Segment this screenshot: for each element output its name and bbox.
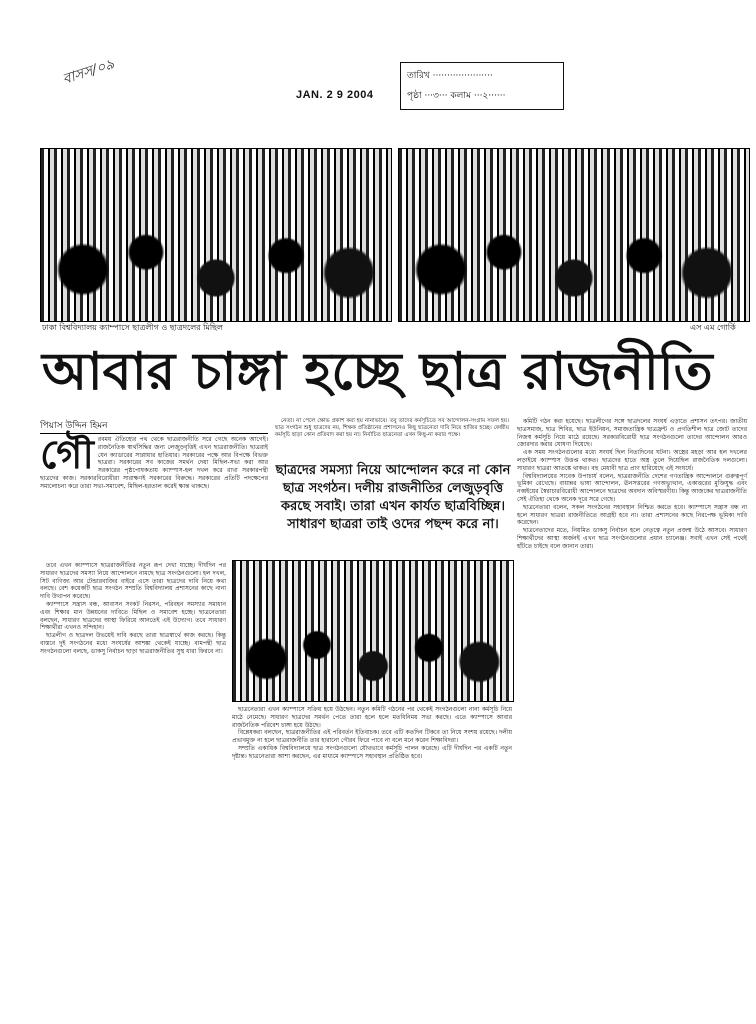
- paragraph: ছাত্রনেতারা বলেন, সকল সংগঠনের সহাবস্থান নিশ্চিত করতে হবে। ক্যাম্পাসে সন্ত্রাস বন্ধ না হলে সাধারণ ছাত্ররা রাজনীতিতে আগ্রহী হবে না। তারা প্রশাসনের কাছে নিরপেক্ষ ভূমিকা দাবি করেছেন।: [517, 503, 747, 527]
- headline: আবার চাঙ্গা হচ্ছে ছাত্র রাজনীতি: [42, 342, 713, 402]
- stamp-date-label: তারিখ: [407, 71, 430, 81]
- stamp-column-label: কলাম: [450, 91, 471, 101]
- article-column-2-bottom: [232, 706, 512, 761]
- clipping-date-stamp: JAN. 2 9 2004: [296, 89, 374, 101]
- stamp-page-label: পৃষ্ঠা: [407, 91, 422, 101]
- photo-caption: ঢাকা বিশ্ববিদ্যালয় ক্যাম্পাসে ছাত্রলীগ ও ছাত্রদলের মিছিল: [42, 323, 223, 332]
- photo-student-procession-right: [398, 148, 750, 322]
- article-column-1: [40, 562, 226, 656]
- handwritten-note: বাসস/০৯: [60, 56, 117, 88]
- photo-student-procession-left: [40, 148, 392, 322]
- paragraph: ছাত্রনেতারা এখন ক্যাম্পাসে সক্রিয় হয়ে উঠছেন। নতুন কমিটি গঠনের পর থেকেই সংগঠনগুলো নানা কর্মসূচি নিয়ে মাঠে নেমেছে। সাধারণ ছাত্রদের সমর্থন পেতে তারা হলে হলে মতবিনিময় সভা করছে। এতে ক্যাম্পাসে আবার রাজনৈতিক পরিবেশ চাঙ্গা হয়ে উঠছে।: [232, 706, 512, 729]
- paragraph: নেতা। না পেলে ক্ষোভ প্রকাশ করা হয় নানাভাবে। তবু তাদের কর্মসূচিতে সব আন্দোলন-সংগ্রাম সফল হয়। ছাত্র সংগঠন শুধু ছাত্রদের নয়, শিক্ষক প্রতিষ্ঠানের প্রশাসনেও কিছু ছাত্রনেতা দাবি নিয়ে হাজির হচ্ছে। কেন্দ্রীয় কর্মসূচি ছাড়া কোন প্রতিবাদ করা হয় না। নির্বাচিত ছাত্রনেতা এখন কিছু-না করার পক্ষে।: [275, 418, 509, 438]
- paragraph: বিশ্ববিদ্যালয়ের সাবেক উপাচার্য বলেন, ছাত্ররাজনীতি দেশের গণতান্ত্রিক আন্দোলনে গুরুত্বপূর্ণ ভূমিকা রেখেছে। বায়ান্নর ভাষা আন্দোলন, ঊনসত্তরের গণঅভ্যুত্থান, একাত্তরের মুক্তিযুদ্ধ এবং নব্বইয়ের স্বৈরাচারবিরোধী আন্দোলনে ছাত্রদের অবদান অবিস্মরণীয়। কিন্তু আজকের ছাত্ররাজনীতি সেই ঐতিহ্য থেকে অনেক দূরে সরে গেছে।: [517, 472, 747, 503]
- paragraph: ছাত্রনেতাদের মতে, নিয়মিত ডাকসু নির্বাচন হলে নেতৃত্বে নতুন প্রজন্ম উঠে আসবে। সাধারণ শিক্ষার্থীদের আস্থা অর্জনই এখন ছাত্র সংগঠনগুলোর প্রধান চ্যালেঞ্জ। সবাই এখন সেই পথেই হাঁটতে চাইছে বলে জানান তারা।: [517, 527, 747, 550]
- paragraph: কমিটি গঠন করা হয়েছে। ছাত্রলীগের সঙ্গে ছাত্রদলের সংঘর্ষ এড়াতে প্রশাসন তৎপর। জাতীয় ছাত্রসমাজ, ছাত্র শিবির, ছাত্র ইউনিয়ন, সমাজতান্ত্রিক ছাত্রফ্রন্ট ও প্রগতিশীল ছাত্র জোট তাদের নিজস্ব কর্মসূচি নিয়ে মাঠে রয়েছে। সরকারবিরোধী ছাত্র সংগঠনগুলো তাদের আন্দোলন আরও জোরদার করার ঘোষণা দিয়েছে।: [517, 418, 747, 449]
- paragraph: এক সময় সংগঠনগুলোর মধ্যে সংঘর্ষ ছিল নিত্যদিনের ঘটনা। অস্ত্রের মহড়া আর হল দখলের লড়াইয়ে ক্যাম্পাস উত্তপ্ত থাকত। ছাত্রদের হাতে অস্ত্র তুলে দিয়েছিল রাজনৈতিক দলগুলো। সাধারণ ছাত্ররা আতঙ্কে থাকত। বহু মেধাবী ছাত্র প্রাণ হারিয়েছে এই সংঘর্ষে।: [517, 449, 747, 472]
- lead-text: রবময় ঐতিহ্যের পথ থেকে ছাত্ররাজনীতি সরে গেছে অনেক আগেই। রাজনৈতিক স্বার্থসিদ্ধির জন্য লেজুড়বৃত্তিই এখন ছাত্ররাজনীতি। ছাত্ররাই যেন ক্যাডারের সাপ্লায়ার হাতিয়ার। সরকারের পক্ষে আর বিপক্ষে বিভক্ত ছাত্ররা। সরকারের সব কাজের সমর্থন দেয়া মিছিল-সভা করা আর সরকারের পৃষ্ঠপোষকতায় ক্যাম্পাস-হল দখল করে রাখা সরকারপন্থী ছাত্রদের কাজ। সরকারবিরোধীরা সারাক্ষণই সরকারের বিরুদ্ধে। সরকারের প্রতিটি পদক্ষেপের সমালোচনা করে তারা সভা-সমাবেশ, মিছিল-হরতাল করেই ক্ষান্ত থাকছে।: [40, 436, 268, 490]
- paragraph: ক্যাম্পাসে সন্ত্রাস বন্ধ, আবাসন সংকট নিরসন, পরিবহন সমস্যার সমাধান এবং শিক্ষার মান উন্নয়নের দাবিতে মিছিল ও সমাবেশ হচ্ছে। ছাত্রনেতারা বলছেন, সাধারণ ছাত্রদের আস্থা ফিরিয়ে আনতেই এই উদ্যোগ। তবে সাধারণ শিক্ষার্থীরা এখনও সন্দিহান।: [40, 600, 226, 632]
- article-lead: [40, 432, 268, 491]
- photo-credit: এস এম গোর্কি: [690, 323, 736, 332]
- drop-cap: গৌ: [40, 432, 94, 478]
- paragraph: ছাত্রলীগ ও ছাত্রদল উভয়েই দাবি করছে তারা ছাত্রস্বার্থে কাজ করছে। কিন্তু বাস্তবে দুই সংগঠনের মধ্যে সংঘর্ষের আশঙ্কা থেকেই যাচ্ছে। বামপন্থী ছাত্র সংগঠনগুলো বলছে, ডাকসু নির্বাচন ছাড়া ছাত্ররাজনীতির সুস্থ ধারা ফিরবে না।: [40, 632, 226, 655]
- paragraph: বিশ্লেষকরা বলছেন, ছাত্ররাজনীতির এই পরিবর্তন ইতিবাচক। তবে এটি কতদিন টিকবে তা নিয়ে সংশয় রয়েছে। দলীয় প্রভাবমুক্ত না হলে ছাত্ররাজনীতি তার হারানো গৌরব ফিরে পাবে না বলে মনে করেন শিক্ষাবিদরা।: [232, 729, 512, 745]
- byline: পিয়াস উদ্দিন হিমন: [40, 418, 268, 434]
- paragraph: সম্প্রতি একাধিক বিশ্ববিদ্যালয়ে ছাত্র সংগঠনগুলো যৌথভাবে কর্মসূচি পালন করেছে। এটি দীর্ঘদিন পর একটি নতুন দৃষ্টান্ত। ছাত্রনেতারা আশা করছেন, এর মাধ্যমে ক্যাম্পাসে সহাবস্থান প্রতিষ্ঠিত হবে।: [232, 744, 512, 760]
- article-column-3: [517, 418, 747, 551]
- pull-quote: ছাত্রদের সমস্যা নিয়ে আন্দোলন করে না কোন ছাত্র সংগঠন। দলীয় রাজনীতির লেজুড়বৃত্তি করছে সবাই। তারা এখন কার্যত ছাত্রবিচ্ছিন্ন। সাধারণ ছাত্ররা তাই ওদের পছন্দ করে না।: [275, 463, 511, 532]
- stamp-column-value: ২: [482, 91, 489, 101]
- clipping-reference-stamp: তারিখ ····················· পৃষ্ঠা ···৩··· কলাম ···২······: [400, 62, 564, 110]
- paragraph: তবে এখন ক্যাম্পাসে ছাত্ররাজনীতির নতুন রূপ দেখা যাচ্ছে। দীর্ঘদিন পর সাধারণ ছাত্রদের সমস্যা নিয়ে আন্দোলনে নামছে ছাত্র সংগঠনগুলো। হল দখল, সিট বাণিজ্য আর টেন্ডারবাজির বাইরে এসে তারা ছাত্রদের দাবি নিয়ে কথা বলছে। বেশ কয়েকটি ছাত্র সংগঠন সম্প্রতি বিশ্ববিদ্যালয় প্রশাসনের কাছে নানা দাবি উত্থাপন করেছে।: [40, 562, 226, 601]
- article-column-2-top: [275, 418, 509, 439]
- photo-student-rally: [232, 560, 514, 702]
- stamp-page-value: ৩: [433, 91, 439, 101]
